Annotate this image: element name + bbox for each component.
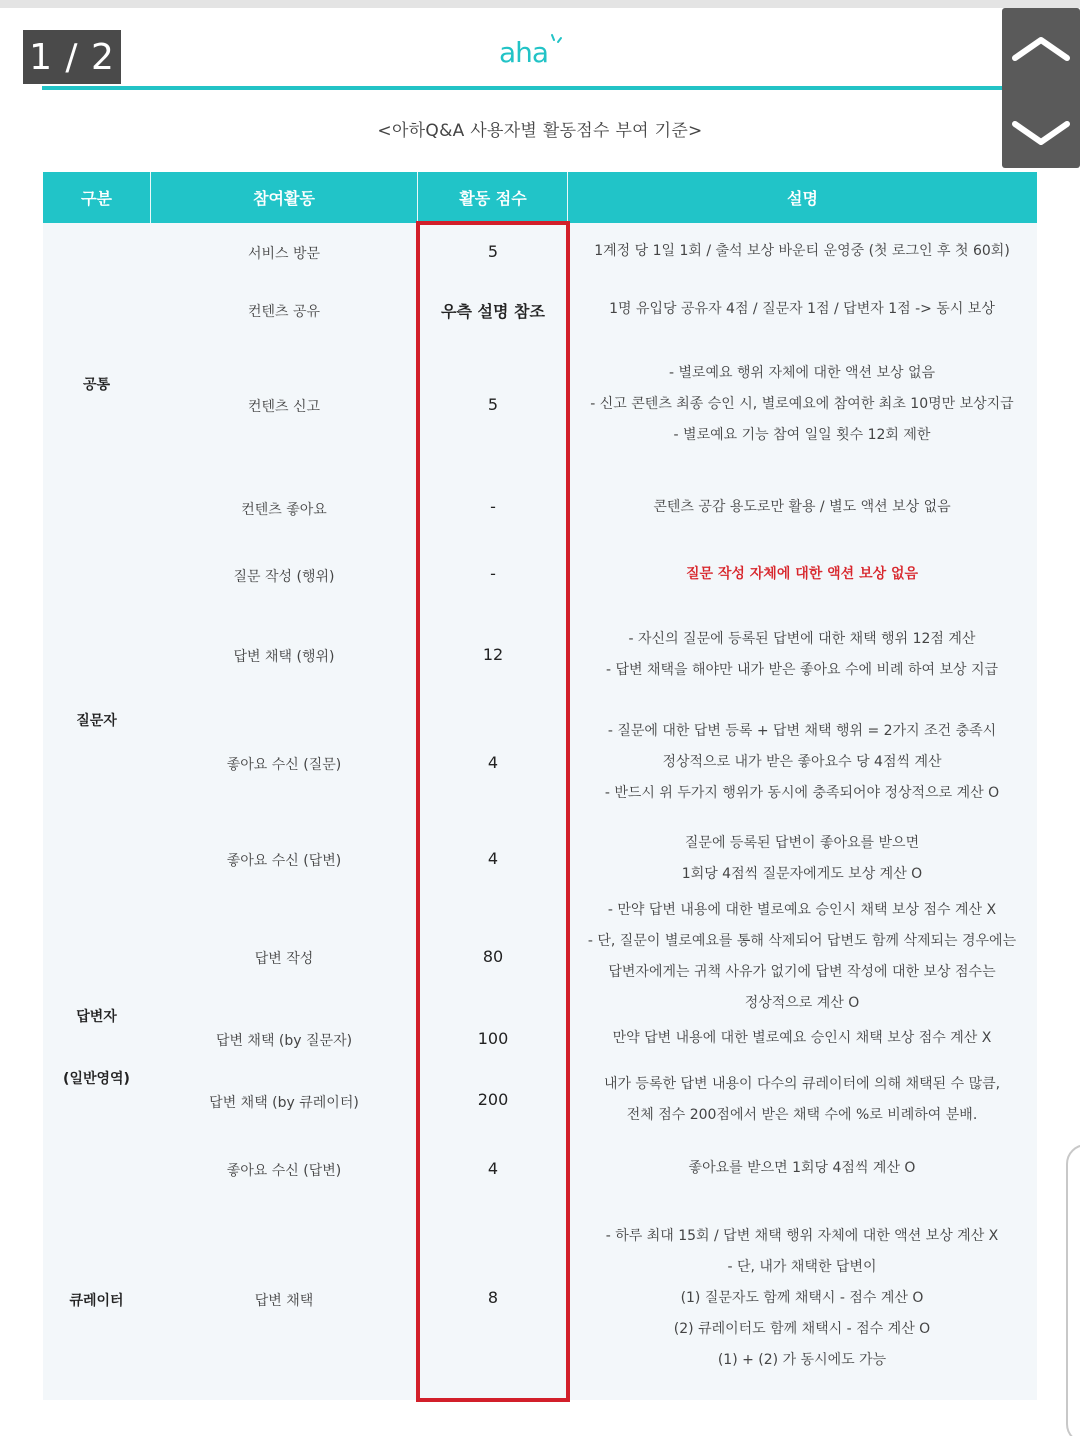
- activity-cell: 답변 채택: [254, 1293, 314, 1309]
- header-divider: [42, 86, 1034, 90]
- activity-cell: 컨텐츠 신고: [247, 399, 321, 415]
- description-cell: [568, 1069, 1036, 1131]
- description-cell: [568, 624, 1036, 686]
- description-cell: [568, 895, 1036, 1019]
- description-line: - 만약 답변 내용에 대한 별로예요 승인시 채택 보상 점수 계산 X: [607, 902, 997, 918]
- description-line: 정상적으로 내가 받은 좋아요수 당 4점씩 계산: [662, 754, 942, 770]
- description-line: - 별로예요 행위 자체에 대한 액션 보상 없음: [668, 365, 936, 381]
- description-line: - 답변 채택을 해야만 내가 받은 좋아요 수에 비례 하여 보상 지급: [605, 662, 999, 678]
- description-line: 내가 등록한 답변 내용이 다수의 큐레이터에 의해 채택된 수 많큼,: [603, 1076, 1001, 1092]
- activity-cell: 답변 작성: [254, 951, 314, 967]
- description-cell: [568, 559, 1036, 590]
- score-cell: 5: [487, 242, 499, 261]
- description-line: 1계정 당 1일 1회 / 출석 보상 바운티 운영중 (첫 로그인 후 첫 60회): [594, 243, 1010, 259]
- score-cell: -: [490, 497, 496, 516]
- description-line: 콘텐츠 공감 용도로만 활용 / 별도 액션 보상 없음: [653, 499, 951, 515]
- description-line: (1) 질문자도 함께 채택시 - 점수 계산 O: [680, 1290, 924, 1306]
- description-line: (1) + (2) 가 동시에도 가능: [717, 1352, 887, 1368]
- page-counter: 1 / 2: [23, 30, 121, 84]
- header-category: 구분: [81, 189, 112, 208]
- activity-cell: 답변 채택 (by 큐레이터): [209, 1095, 359, 1111]
- score-cell: 8: [487, 1288, 499, 1307]
- category-questioner: 질문자: [76, 713, 117, 729]
- activity-cell: 질문 작성 (행위): [233, 569, 335, 585]
- description-line: 질문에 등록된 답변이 좋아요를 받으면: [684, 835, 920, 851]
- score-cell: 5: [487, 395, 499, 414]
- activity-cell: 좋아요 수신 (답변): [226, 853, 342, 869]
- top-edge: [0, 0, 1080, 8]
- description-warning-line: 질문 작성 자체에 대한 액션 보상 없음: [685, 566, 919, 582]
- page-nav-panel: [1002, 8, 1080, 168]
- edge-panel-handle[interactable]: [1066, 1144, 1080, 1436]
- description-cell: [568, 294, 1036, 325]
- description-cell: [568, 1153, 1036, 1184]
- description-line: 좋아요를 받으면 1회당 4점씩 계산 O: [688, 1160, 916, 1176]
- description-cell: [568, 236, 1036, 267]
- category-curator: 큐레이터: [69, 1293, 124, 1309]
- score-cell: 200: [477, 1090, 509, 1109]
- document-title: <아하Q&A 사용자별 활동점수 부여 기준>: [377, 121, 703, 141]
- description-line: - 질문에 대한 답변 등록 + 답변 채택 행위 = 2가지 조건 충족시: [607, 723, 997, 739]
- score-cell: 100: [477, 1029, 509, 1048]
- activity-cell: 답변 채택 (행위): [233, 649, 335, 665]
- activity-cell: 좋아요 수신 (질문): [226, 757, 342, 773]
- description-line: - 신고 콘텐츠 최종 승인 시, 별로예요에 참여한 최초 10명만 보상지급: [590, 396, 1014, 412]
- activity-cell: 좋아요 수신 (답변): [226, 1163, 342, 1179]
- description-line: 정상적으로 계산 O: [744, 995, 860, 1011]
- score-cell: 4: [487, 1159, 499, 1178]
- logo-text: aha: [499, 36, 549, 68]
- category-answerer-sub: (일반영역): [63, 1071, 130, 1087]
- header-description: 설명: [787, 189, 818, 208]
- description-cell: [568, 492, 1036, 523]
- description-line: - 반드시 위 두가지 행위가 동시에 충족되어야 정상적으로 계산 O: [604, 785, 1000, 801]
- description-line: 1회당 4점씩 질문자에게도 보상 계산 O: [681, 866, 923, 882]
- activity-cell: 답변 채택 (by 질문자): [215, 1033, 353, 1049]
- description-cell: [568, 358, 1036, 451]
- description-line: 만약 답변 내용에 대한 별로예요 승인시 채택 보상 점수 계산 X: [612, 1030, 992, 1046]
- score-cell: 4: [487, 849, 499, 868]
- category-common: 공통: [82, 377, 111, 393]
- activity-cell: 컨텐츠 좋아요: [241, 502, 327, 518]
- description-line: 전체 점수 200점에서 받은 채택 수에 %로 비례하여 분배.: [626, 1107, 978, 1123]
- category-answerer: 답변자: [76, 1009, 117, 1025]
- description-cell: [568, 828, 1036, 890]
- description-line: 답변자에게는 귀책 사유가 없기에 답변 작성에 대한 보상 점수는: [608, 964, 996, 980]
- score-cell: 4: [487, 753, 499, 772]
- score-cell: 12: [482, 645, 504, 664]
- score-cell: 우측 설명 참조: [441, 302, 545, 321]
- score-cell: 80: [482, 947, 504, 966]
- aha-logo: [497, 34, 567, 68]
- description-line: - 단, 질문이 별로예요를 통해 삭제되어 답변도 함께 삭제되는 경우에는: [587, 933, 1017, 949]
- activity-cell: 서비스 방문: [247, 246, 321, 262]
- description-cell: [568, 1023, 1036, 1054]
- chevron-up-icon: [1011, 34, 1071, 64]
- activity-cell: 컨텐츠 공유: [247, 304, 321, 320]
- description-line: (2) 큐레이터도 함께 채택시 - 점수 계산 O: [673, 1321, 931, 1337]
- description-line: - 단, 내가 채택한 답변이: [727, 1259, 877, 1275]
- description-cell: [568, 1221, 1036, 1376]
- header-activity: 참여활동: [253, 189, 315, 208]
- description-line: - 하루 최대 15회 / 답변 채택 행위 자체에 대한 액션 보상 계산 X: [605, 1228, 999, 1244]
- description-line: - 별로예요 기능 참여 일일 횟수 12회 제한: [673, 427, 931, 443]
- header-score: 활동 점수: [459, 189, 527, 208]
- description-line: 1명 유입당 공유자 4점 / 질문자 1점 / 답변자 1점 -> 동시 보상: [609, 301, 995, 317]
- page-up-button[interactable]: [1002, 8, 1080, 88]
- table-header: [43, 172, 1037, 223]
- score-cell: -: [490, 564, 496, 583]
- description-cell: [568, 716, 1036, 809]
- description-line: - 자신의 질문에 등록된 답변에 대한 채택 행위 12점 계산: [628, 631, 976, 647]
